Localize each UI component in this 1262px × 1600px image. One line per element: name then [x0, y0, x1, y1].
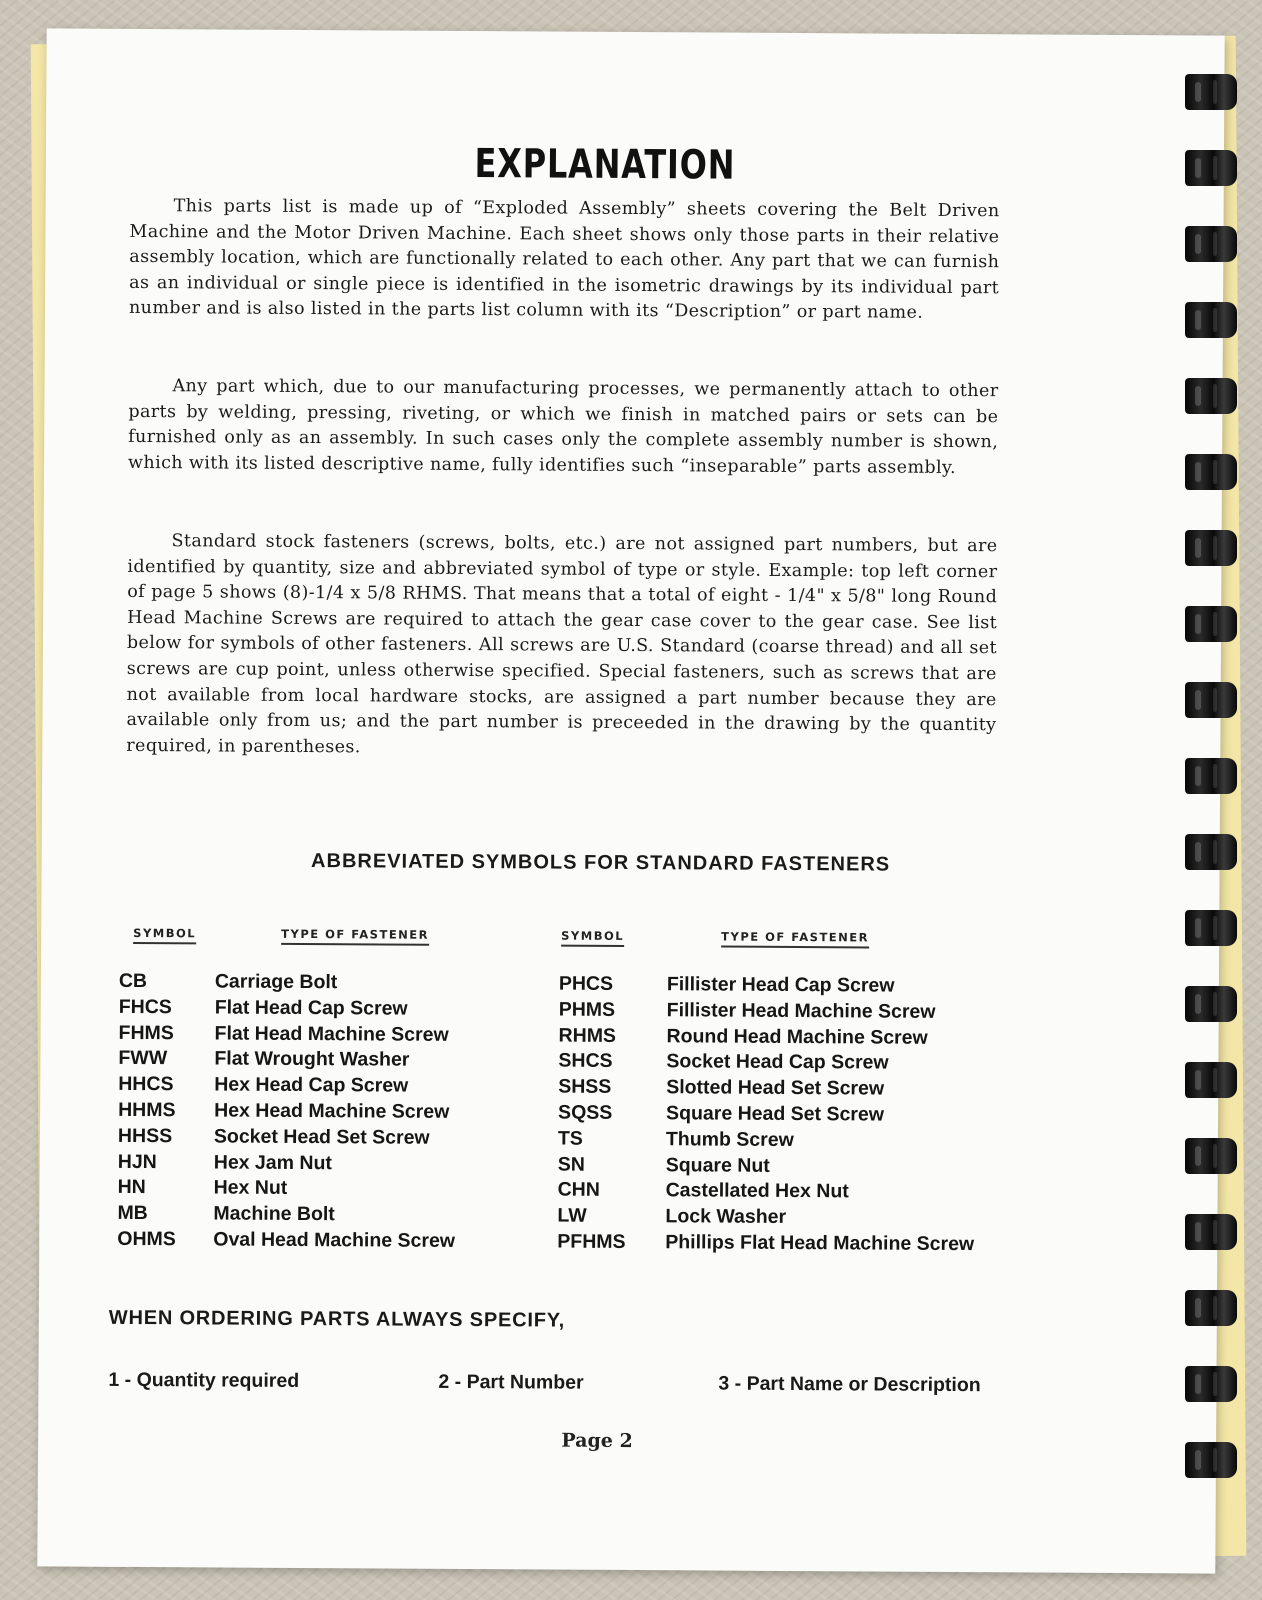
fastener-type: Carriage Bolt [214, 970, 338, 994]
fastener-type: Lock Washer [665, 1205, 787, 1229]
fastener-symbol: OHMS [117, 1227, 176, 1251]
spiral-binding [1185, 70, 1245, 1540]
fastener-type: Castellated Hex Nut [665, 1179, 849, 1203]
left-type-header: TYPE OF FASTENER [281, 927, 429, 946]
fastener-type: Thumb Screw [665, 1128, 794, 1151]
binding-coil [1185, 150, 1237, 186]
fastener-row [558, 1152, 996, 1180]
fastener-row [117, 1227, 543, 1255]
fastener-row [559, 997, 997, 1025]
binding-coil [1185, 682, 1237, 718]
fastener-row [118, 1098, 544, 1126]
fastener-type: Socket Head Cap Screw [666, 1050, 889, 1074]
page-title: EXPLANATION [474, 141, 736, 189]
fastener-type: Fillister Head Cap Screw [666, 973, 895, 997]
binding-coil [1185, 1442, 1237, 1478]
fastener-row [118, 1072, 544, 1100]
right-type-header: TYPE OF FASTENER [721, 930, 869, 949]
left-symbol-header: SYMBOL [133, 926, 196, 944]
fastener-row [558, 1126, 996, 1154]
fastener-symbol: PFHMS [557, 1230, 626, 1253]
fastener-symbol: SHSS [558, 1075, 612, 1099]
binding-coil [1185, 1062, 1237, 1098]
binding-coil [1185, 74, 1237, 110]
fastener-symbol: FHMS [118, 1021, 174, 1044]
right-symbol-header: SYMBOL [561, 929, 624, 947]
fastener-row [118, 1020, 544, 1048]
fastener-symbol: SHCS [558, 1049, 613, 1073]
order-item-part-number: 2 - Part Number [438, 1370, 584, 1394]
fastener-row [118, 1046, 544, 1074]
fastener-symbol: HHCS [118, 1073, 174, 1096]
fastener-type: Square Nut [665, 1153, 770, 1177]
fastener-row [119, 995, 545, 1023]
fastener-row [558, 1075, 996, 1103]
binding-coil [1185, 1214, 1237, 1250]
fastener-type: Slotted Head Set Screw [666, 1076, 885, 1100]
fastener-symbol: SQSS [558, 1101, 613, 1124]
fastener-type: Flat Wrought Washer [214, 1047, 410, 1072]
fastener-type: Hex Head Machine Screw [214, 1099, 450, 1123]
fastener-row [118, 1175, 544, 1203]
fastener-type: Oval Head Machine Screw [213, 1228, 456, 1252]
fastener-type: Fillister Head Machine Screw [666, 999, 936, 1023]
fastener-symbol: CHN [557, 1178, 600, 1202]
fastener-type: Hex Nut [213, 1176, 288, 1200]
fastener-row [119, 969, 545, 997]
fastener-type: Hex Jam Nut [213, 1151, 332, 1174]
fastener-type: Socket Head Set Screw [213, 1125, 430, 1149]
fastener-symbol: TS [557, 1127, 583, 1150]
fastener-row [559, 972, 997, 1000]
fastener-type: Round Head Machine Screw [666, 1024, 928, 1049]
fastener-symbol: HHMS [118, 1098, 176, 1122]
fastener-symbol: LW [557, 1204, 587, 1227]
fastener-row [118, 1149, 544, 1177]
binding-coil [1185, 302, 1237, 338]
fastener-symbol: FHCS [118, 995, 172, 1018]
paragraph-standard-fasteners: Standard stock fasteners (screws, bolts, etc.) are not assigned part numbers, but are identified by quantity, size and abbreviated symbol of type or style. Example: top left corner of page 5 shows (8)-1/4 x 5/8 RHMS. That means that a total of eight - 1/4" x 5/8" long Round Head Machine Screws are required to attach the gear case cover to the gear case. See list below for symbols of other fasteners. All screws are U.S. Standard (coarse thread) and all set screws are cup point, unless otherwise specified. Special fasteners, such as screws that are not available from local hardware stocks, are assigned a part number because they are available only from us; and the part number is preceeded in the drawing by the quantity required, in parentheses. [126, 531, 998, 758]
fastener-symbol: RHMS [558, 1024, 617, 1047]
fastener-symbol: HHSS [117, 1124, 173, 1147]
fastener-row [118, 1124, 544, 1152]
binding-coil [1185, 530, 1237, 566]
binding-coil [1185, 454, 1237, 490]
fastener-symbol: SN [557, 1153, 585, 1176]
fastener-row [117, 1201, 543, 1229]
fastener-row [558, 1178, 996, 1206]
fastener-row [558, 1049, 996, 1077]
binding-coil [1185, 1290, 1237, 1326]
fastener-symbol: CB [118, 969, 148, 993]
fastener-symbol: FWW [118, 1047, 168, 1070]
binding-coil [1185, 910, 1237, 946]
order-item-quantity: 1 - Quantity required [108, 1368, 300, 1392]
fastener-table-right [557, 972, 997, 1258]
fasteners-heading: ABBREVIATED SYMBOLS FOR STANDARD FASTENERS [311, 850, 891, 876]
binding-coil [1185, 986, 1237, 1022]
binding-coil [1185, 1366, 1237, 1402]
fastener-type: Flat Head Cap Screw [214, 996, 408, 1020]
paragraph-inseparable-parts: Any part which, due to our manufacturing processes, we permanently attach to other parts by welding, pressing, riveting, or which we finish in matched pairs or sets can be furnished only as an assembly. In such cases only the complete assembly number is shown, which with its listed descriptive name, fully identifies such “inseparable” parts assembly. [127, 376, 999, 478]
fastener-row [558, 1101, 996, 1129]
fastener-symbol: HJN [117, 1150, 157, 1173]
fastener-symbol: MB [117, 1202, 148, 1225]
fastener-type: Hex Head Cap Screw [214, 1073, 409, 1097]
binding-coil [1185, 834, 1237, 870]
fastener-row [557, 1204, 995, 1232]
fastener-table-left [117, 969, 545, 1255]
binding-coil [1185, 226, 1237, 262]
binding-coil [1185, 606, 1237, 642]
document-page [37, 28, 1224, 1573]
fastener-symbol: PHCS [558, 972, 614, 995]
binding-coil [1185, 758, 1237, 794]
fastener-symbol: HN [117, 1176, 146, 1199]
fastener-type: Flat Head Machine Screw [214, 1022, 449, 1046]
fastener-row [558, 1023, 996, 1051]
fastener-symbol: PHMS [558, 998, 616, 1021]
fastener-row [557, 1230, 995, 1258]
fastener-type: Square Head Set Screw [666, 1102, 885, 1126]
page-number: Page 2 [561, 1429, 633, 1453]
binding-coil [1185, 1138, 1237, 1174]
binding-coil [1185, 378, 1237, 414]
fastener-type: Phillips Flat Head Machine Screw [665, 1231, 975, 1256]
order-item-description: 3 - Part Name or Description [718, 1372, 981, 1397]
ordering-heading: WHEN ORDERING PARTS ALWAYS SPECIFY, [108, 1306, 566, 1332]
paragraph-exploded-assembly: This parts list is made up of “Exploded Assembly” sheets covering the Belt Driven Machine and the Motor Driven Machine. Each sheet shows only those parts in their relative assembly location, which are functionally related to each other. Any part that we can furnish as an individual or single piece is identified in the isometric drawings by its individual part number and is also listed in the parts list column with its “Description” or part name. [128, 196, 1000, 324]
fastener-type: Machine Bolt [213, 1202, 335, 1226]
